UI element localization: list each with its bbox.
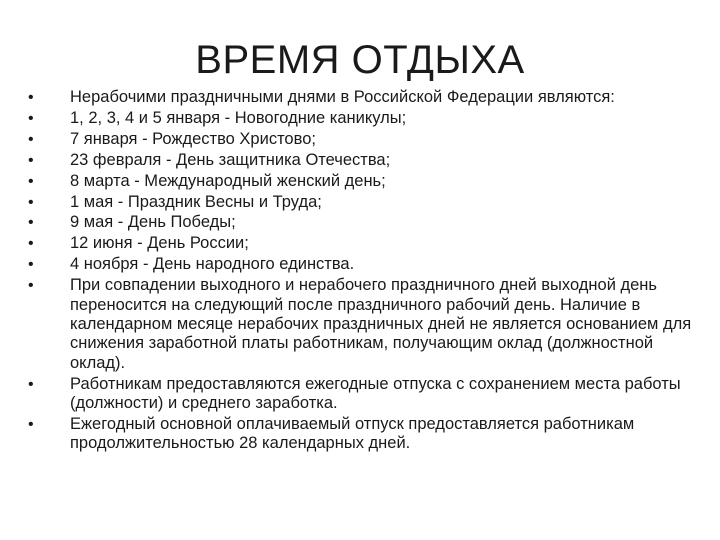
list-item-text: 9 мая - День Победы;: [70, 213, 236, 232]
list-item-text: 8 марта - Международный женский день;: [70, 171, 386, 190]
bullet-list: [22, 88, 700, 455]
slide-title: ВРЕМЯ ОТДЫХА: [195, 38, 525, 82]
bullet-icon: •: [28, 375, 34, 393]
list-item-text: Ежегодный основной оплачиваемый отпуск предоставляется работникам продолжительностью 28 календарных дней.: [70, 415, 635, 453]
bullet-icon: •: [28, 130, 34, 148]
bullet-icon: •: [28, 416, 34, 433]
list-item-text: 1, 2, 3, 4 и 5 января - Новогодние каникулы;: [70, 108, 407, 127]
list-item: [22, 415, 700, 454]
list-item: [22, 213, 700, 232]
bullet-icon: •: [28, 151, 34, 169]
list-item-text: При совпадении выходного и нерабочего праздничного дней выходной день переносится на следующий после праздничного рабочий день. Наличие в календарном месяце нерабочих праздничных дней не является основанием для снижения заработной платы работникам, получающим оклад (должностной оклад).: [70, 276, 692, 372]
list-item: [22, 255, 700, 274]
list-item-text: 12 июня - День России;: [70, 234, 249, 253]
bullet-icon: •: [28, 172, 34, 190]
list-item-text: Нерабочими праздничными днями в Российской Федерации являются:: [70, 88, 615, 106]
bullet-icon: •: [28, 214, 34, 232]
list-item: [22, 193, 700, 212]
list-item-text: 7 января - Рождество Христово;: [70, 129, 316, 148]
list-item: [22, 130, 700, 149]
bullet-icon: •: [28, 256, 34, 274]
list-item-text: 23 февраля - День защитника Отечества;: [70, 150, 391, 169]
list-item: [22, 109, 700, 128]
list-item: [22, 88, 700, 107]
list-item: [22, 276, 700, 373]
bullet-icon: •: [28, 193, 34, 211]
list-item-text: 1 мая - Праздник Весны и Труда;: [70, 192, 322, 211]
list-item: [22, 172, 700, 191]
list-item-text: 4 ноября - День народного единства.: [70, 255, 355, 274]
list-item-text: Работникам предоставляются ежегодные отпуска с сохранением места работы (должности) и среднего заработка.: [70, 374, 681, 413]
bullet-icon: •: [28, 277, 34, 295]
bullet-icon: •: [28, 109, 34, 127]
bullet-icon: •: [28, 235, 34, 253]
bullet-icon: •: [28, 89, 34, 106]
list-item: [22, 151, 700, 170]
list-item: [22, 375, 700, 414]
list-item: [22, 234, 700, 253]
